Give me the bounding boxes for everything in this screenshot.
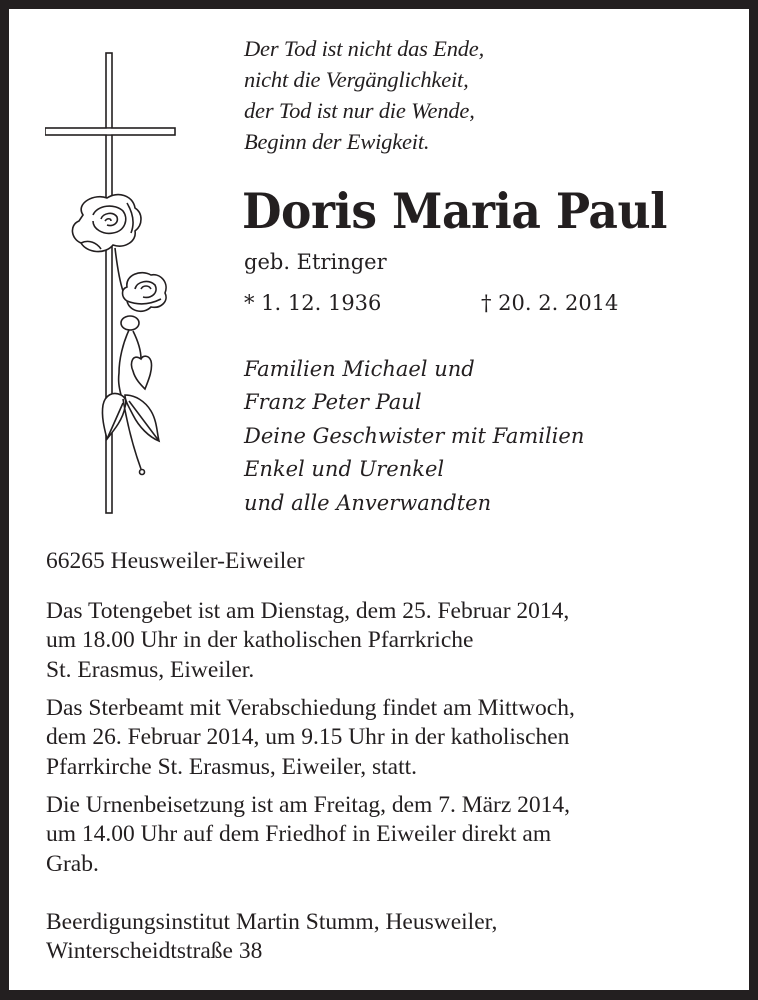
location: 66265 Heusweiler-Eiweiler — [46, 548, 305, 574]
paragraph-line: Das Totengebet ist am Dienstag, dem 25. Februar 2014, — [46, 598, 570, 624]
mourner-line: Familien Michael und — [244, 357, 475, 381]
paragraph-line: um 14.00 Uhr auf dem Friedhof in Eiweiler direkt am — [46, 821, 552, 848]
poem-line: nicht die Vergänglichkeit, — [244, 67, 469, 92]
paragraph-line: Winterscheidtstraße 38 — [46, 938, 263, 965]
paragraph-line: Das Sterbeamt mit Verabschiedung findet am Mittwoch, — [46, 695, 575, 721]
mourner-line: Deine Geschwister mit Familien — [244, 423, 585, 448]
poem-line: Beginn der Ewigkeit. — [244, 129, 430, 154]
paragraph-line: Pfarrkirche St. Erasmus, Eiweiler, statt. — [46, 753, 418, 780]
paragraph-line: Die Urnenbeisetzung ist am Freitag, dem 7. März 2014, — [46, 792, 571, 818]
funeral-home-paragraph — [46, 908, 497, 967]
paragraph-line: um 18.00 Uhr in der katholischen Pfarrkriche — [46, 627, 474, 654]
mourner-line: und alle Anverwandten — [244, 490, 492, 515]
cross-with-rose-icon — [45, 43, 185, 523]
prayer-service-paragraph — [46, 597, 569, 685]
deceased-name: Doris Maria Paul — [242, 182, 668, 240]
death-date: † 20. 2. 2014 — [481, 291, 619, 315]
mourners-list — [244, 353, 584, 520]
obituary-notice — [9, 9, 749, 990]
birth-date: * 1. 12. 1936 — [244, 291, 382, 315]
poem-line: Der Tod ist nicht das Ende, — [244, 36, 485, 61]
poem-line: der Tod ist nur die Wende, — [244, 98, 475, 123]
mourner-line: Franz Peter Paul — [244, 390, 422, 415]
paragraph-line: Beerdigungsinstitut Martin Stumm, Heusweiler, — [46, 909, 498, 935]
paragraph-line: St. Erasmus, Eiweiler. — [46, 656, 255, 683]
paragraph-line: Grab. — [46, 850, 99, 877]
requiem-mass-paragraph — [46, 694, 575, 782]
maiden-name: geb. Etringer — [244, 250, 387, 274]
mourner-line: Enkel und Urenkel — [244, 457, 445, 482]
urn-burial-paragraph — [46, 791, 570, 879]
paragraph-line: dem 26. Februar 2014, um 9.15 Uhr in der katholischen — [46, 724, 570, 751]
poem — [244, 33, 484, 157]
